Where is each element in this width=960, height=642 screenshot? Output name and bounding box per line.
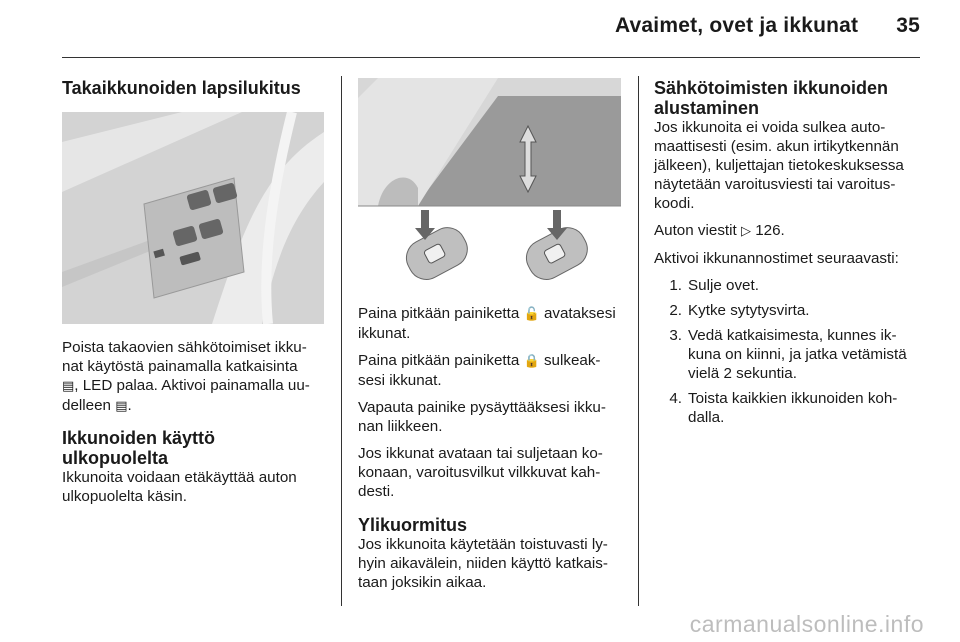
list-item: 2. Kytke sytytysvirta. bbox=[669, 302, 810, 319]
watermark: carmanualsonline.info bbox=[689, 611, 924, 637]
heading-overload: Ylikuormitus bbox=[358, 515, 468, 535]
key-remote-illustration bbox=[358, 78, 621, 290]
heading-remote-operation: Ikkunoiden käyttö ulkopuolelta bbox=[62, 428, 216, 468]
lock-icon: 🔒 bbox=[523, 354, 540, 369]
window-lock-icon: ▤ bbox=[62, 379, 75, 394]
page-header bbox=[615, 14, 920, 38]
column-divider-2 bbox=[638, 76, 639, 606]
column-2: Paina pitkään painiketta 🔓 avataksesi ikkunat. Paina pitkään painiketta 🔒 sulkeak- sesi ikkunat. Vapauta painike pysäyttääksesi ikku- nan liikkeen. Jos ikkunat avataan tai suljetaan ko- konaan, varoitusvilkut vilkkuvat kah- desti. Ylikuormitus Jos ikkunoita käytetään toistuvasti ly- hyin aikavälein, niiden käyttö katkais- taan joksikin aikaa. bbox=[358, 78, 624, 600]
column-divider-1 bbox=[341, 76, 342, 606]
steps-list bbox=[654, 276, 924, 427]
list-item: 3. Vedä katkaisimesta, kunnes ik- kuna on kiinni, ja jatka vetämistä vielä 2 sekuntia. bbox=[669, 327, 907, 382]
header-title: Avaimet, ovet ja ikkunat bbox=[614, 14, 859, 37]
unlock-icon: 🔓 bbox=[523, 307, 540, 322]
column-1: Takaikkunoiden lapsilukitus Poista takaovien sähkötoimiset ikku- nat käytöstä painamalla katkaisinta ▤, LED palaa. Aktivoi painamalla uu- delleen ▤. Ikkunoiden käyttö ulkopuolelta Ikkunoita voidaan etäkäyttää auton ulkopuolelta käsin. bbox=[62, 78, 326, 514]
heading-child-lock: Takaikkunoiden lapsilukitus bbox=[62, 78, 301, 98]
header-rule bbox=[62, 57, 920, 58]
door-switch-illustration bbox=[62, 112, 324, 324]
window-lock-icon: ▤ bbox=[115, 399, 128, 414]
column-3: Sähkötoimisten ikkunoiden alustaminen Jos ikkunoita ei voida sulkea auto- maattisesti (esim. akun irtikytkennän jälkeen), kuljettajan tietokeskuksessa näytetään varoitusviesti tai varoitus- koodi. Auton viestit ▷ 126. Aktivoi ikkunannostimet seuraavasti: 1. Sulje ovet. 2. Kytke sytytysvirta. 3. Vedä katkaisimesta, kunnes ik- kuna on kiinni, ja jatka vetämistä vielä 2 sekuntia. 4. Toista kaikkien ikkunoiden koh- dalla. bbox=[654, 78, 924, 433]
list-item: 4. Toista kaikkien ikkunoiden koh- dalla. bbox=[669, 390, 898, 426]
list-item: 1. Sulje ovet. bbox=[669, 277, 759, 294]
page-number: 35 bbox=[896, 14, 920, 37]
reference-arrow-icon[interactable]: ▷ bbox=[740, 224, 751, 239]
heading-initialize-windows: Sähkötoimisten ikkunoiden alustaminen bbox=[654, 78, 889, 118]
page-reference-link[interactable]: 126. bbox=[755, 222, 785, 239]
